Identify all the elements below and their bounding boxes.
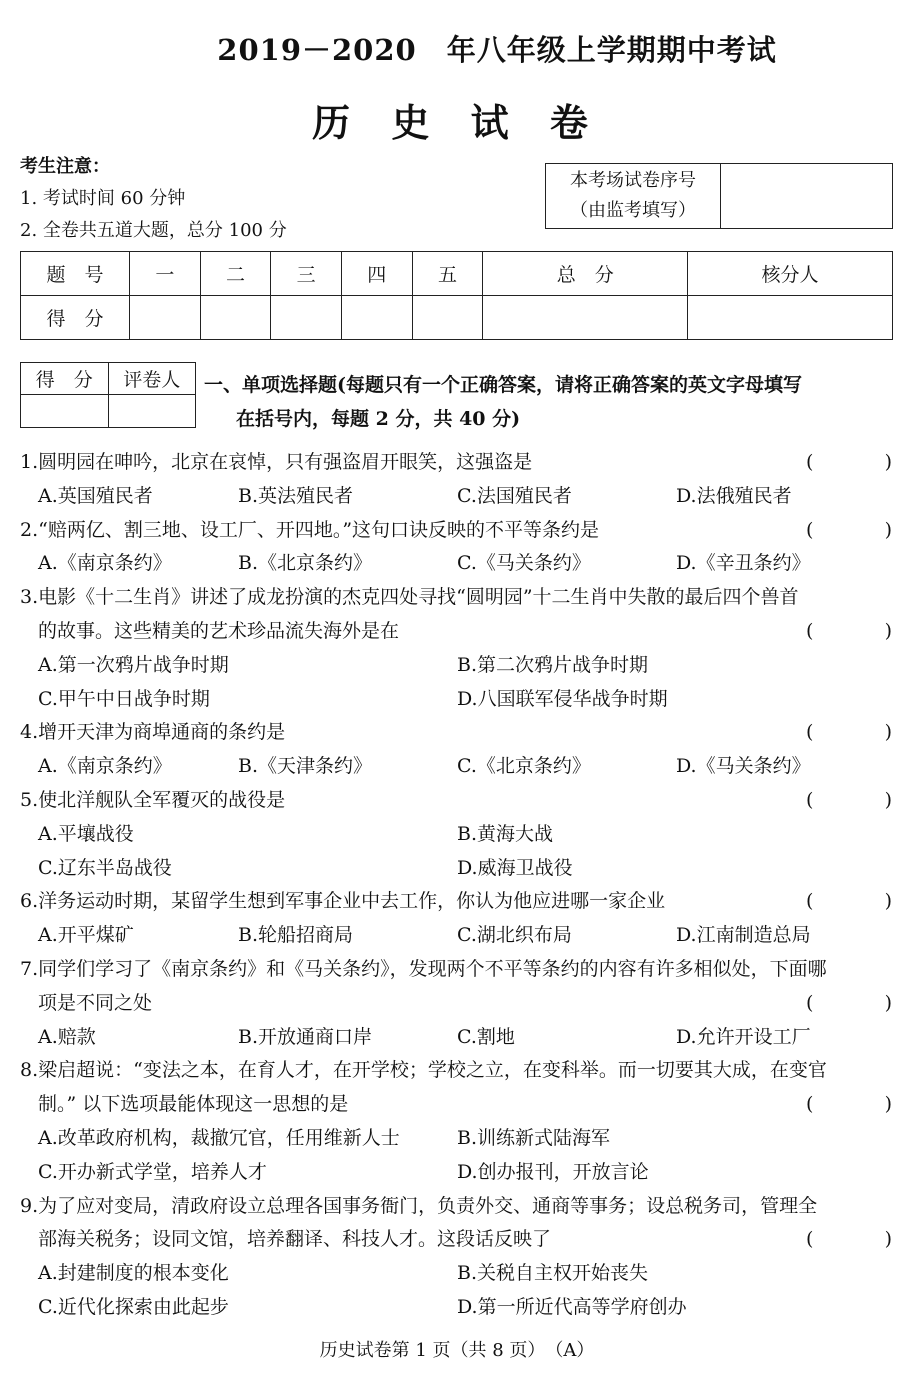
options-row [0,1257,914,1291]
score-cell[interactable] [341,296,412,340]
score-table-header: 三 [271,252,342,296]
option-c[interactable]: C.辽东半岛战役 [38,856,172,879]
notice-heading: 考生注意： [20,156,110,177]
score-table-header: 核分人 [688,252,893,296]
paren-close: ) [884,1093,892,1116]
option-c[interactable]: C.近代化探索由此起步 [38,1295,229,1318]
serial-input[interactable] [721,164,893,229]
score-row-label: 得 分 [21,296,130,340]
question [0,885,914,953]
section-heading-line: 一、单项选择题(每题只有一个正确答案，请将正确答案的英文字母填写 [204,374,802,396]
option-c[interactable]: C.《北京条约》 [457,755,591,778]
paren-close: ) [884,788,892,811]
question-stem: 4.增开天津为商埠通商的条约是 [20,721,286,744]
score-table-header: 一 [130,252,201,296]
option-d[interactable]: D.法俄殖民者 [676,484,792,507]
option-d[interactable]: D.八国联军侵华战争时期 [457,687,668,710]
option-d[interactable]: D.威海卫战役 [457,856,573,879]
question-line [0,581,914,615]
score-cell[interactable] [412,296,483,340]
option-b[interactable]: B.《天津条约》 [238,755,373,778]
question-line [0,1054,914,1088]
question-stem: 部海关税务；设同文馆，培养翻译、科技人才。这段话反映了 [38,1228,552,1251]
options-row [0,1291,914,1325]
paren-close: ) [884,451,892,473]
score-table-header: 四 [341,252,412,296]
serial-box [545,163,893,229]
score-cell[interactable] [483,296,688,340]
options-row [0,818,914,852]
answer-blank[interactable] [806,446,892,480]
answer-blank[interactable] [806,784,892,818]
score-table [20,251,893,340]
paren-open: ( [806,451,814,473]
serial-label: 本考场试卷序号 [570,170,696,191]
option-b[interactable]: B.轮船招商局 [238,924,354,947]
options-row [0,480,914,514]
question-stem: 9.为了应对变局，清政府设立总理各国事务衙门，负责外交、通商等事务；设总税务司，管理全 [20,1194,818,1217]
score-table-header: 题 号 [21,252,130,296]
option-b[interactable]: B.开放通商口岸 [238,1025,373,1048]
option-b[interactable]: B.英法殖民者 [238,484,354,507]
question-stem: 1.圆明园在呻吟，北京在哀悼，只有强盗眉开眼笑，这强盗是 [20,451,533,473]
option-a[interactable]: A.赔款 [38,1025,96,1048]
score-cell[interactable] [688,296,893,340]
grader-name-cell[interactable] [108,395,196,428]
answer-blank[interactable] [806,885,892,919]
paren-open: ( [806,1093,814,1116]
question-stem: 2.“赔两亿、割三地、设工厂、开四地。”这句口诀反映的不平等条约是 [20,518,600,541]
question-list [0,446,914,1325]
option-c[interactable]: C.法国殖民者 [457,484,572,507]
options-row [0,919,914,953]
question-line [0,615,914,649]
option-c[interactable]: C.甲午中日战争时期 [38,687,210,710]
option-d[interactable]: D.《辛丑条约》 [676,552,811,575]
option-a[interactable]: A.开平煤矿 [38,924,134,947]
option-b[interactable]: B.《北京条约》 [238,552,373,575]
question-line [0,716,914,750]
options-row [0,547,914,581]
question [0,581,914,716]
paren-close: ) [884,619,892,642]
question-line [0,514,914,548]
score-cell[interactable] [200,296,271,340]
answer-blank[interactable] [806,987,892,1021]
option-c[interactable]: C.开办新式学堂，培养人才 [38,1160,267,1183]
notice-item: 1. 考试时间 60 分钟 [20,188,186,209]
notice-item: 2. 全卷共五道大题，总分 100 分 [20,220,287,241]
answer-blank[interactable] [806,514,892,548]
question [0,1190,914,1325]
option-a[interactable]: A.《南京条约》 [38,755,172,778]
paren-open: ( [806,619,814,642]
exam-title: 2019－2020 年八年级上学期期中考试 [217,33,777,67]
grader-score-cell[interactable] [21,395,109,428]
subject-title: 历 史 试 卷 [312,100,602,145]
answer-blank[interactable] [806,615,892,649]
question-stem: 项是不同之处 [38,991,153,1014]
paren-close: ) [884,1228,892,1251]
question [0,784,914,885]
question-line [0,987,914,1021]
paren-close: ) [884,721,892,744]
answer-blank[interactable] [806,716,892,750]
paren-open: ( [806,518,814,541]
options-row [0,1021,914,1055]
question-line [0,1190,914,1224]
answer-blank[interactable] [806,1088,892,1122]
answer-blank[interactable] [806,1223,892,1257]
score-cell[interactable] [130,296,201,340]
question-line [0,446,914,480]
option-a[interactable]: A.改革政府机构，裁撤冗官，任用维新人士 [38,1126,400,1149]
serial-label-note: （由监考填写） [570,200,696,221]
option-d[interactable]: D.江南制造总局 [676,924,811,947]
option-c[interactable]: C.《马关条约》 [457,552,591,575]
score-cell[interactable] [271,296,342,340]
question [0,716,914,784]
question-stem: 3.电影《十二生肖》讲述了成龙扮演的杰克四处寻找“圆明园”十二生肖中失散的最后四个兽首 [20,586,799,609]
grader-label: 评卷人 [108,363,196,395]
section-heading [204,368,802,436]
option-a[interactable]: A.平壤战役 [38,822,134,845]
option-d[interactable]: D.第一所近代高等学府创办 [457,1295,687,1318]
question [0,953,914,1054]
option-d[interactable]: D.创办报刊，开放言论 [457,1160,649,1183]
question-stem: 制。” 以下选项最能体现这一思想的是 [38,1093,349,1116]
question-stem: 8.梁启超说：“变法之本，在育人才，在开学校；学校之立，在变科举。而一切要其大成，在变官 [20,1059,827,1082]
option-d[interactable]: D.《马关条约》 [676,755,811,778]
section-heading-line: 在括号内，每题 2 分，共 40 分) [236,408,521,430]
question [0,514,914,582]
paren-close: ) [884,991,892,1014]
option-c[interactable]: C.湖北织布局 [457,924,572,947]
score-table-header: 五 [412,252,483,296]
options-row [0,683,914,717]
options-row [0,852,914,886]
option-b[interactable]: B.关税自主权开始丧失 [457,1262,649,1285]
paren-close: ) [884,518,892,541]
question [0,1054,914,1189]
question-stem: 6.洋务运动时期，某留学生想到军事企业中去工作，你认为他应进哪一家企业 [20,890,666,913]
options-row [0,649,914,683]
paren-close: ) [884,890,892,913]
option-a[interactable]: A.第一次鸦片战争时期 [38,653,229,676]
options-row [0,1156,914,1190]
score-table-header: 总 分 [483,252,688,296]
question-line [0,1223,914,1257]
option-c[interactable]: C.割地 [457,1025,515,1048]
question-stem: 5.使北洋舰队全军覆灭的战役是 [20,788,286,811]
paren-open: ( [806,721,814,744]
paren-open: ( [806,890,814,913]
option-a[interactable]: A.英国殖民者 [38,484,153,507]
question [0,446,914,514]
option-a[interactable]: A.封建制度的根本变化 [38,1262,229,1285]
score-table-header: 二 [200,252,271,296]
option-b[interactable]: B.训练新式陆海军 [457,1126,611,1149]
question-line [0,784,914,818]
option-b[interactable]: B.第二次鸦片战争时期 [457,653,649,676]
option-d[interactable]: D.允许开设工厂 [676,1025,811,1048]
question-line [0,953,914,987]
page-footer: 历史试卷第 1 页（共 8 页） （A） [319,1340,595,1361]
paren-open: ( [806,1228,814,1251]
question-line [0,885,914,919]
options-row [0,1122,914,1156]
question-stem: 的故事。这些精美的艺术珍品流失海外是在 [38,619,400,642]
question-stem: 7.同学们学习了《南京条约》和《马关条约》，发现两个不平等条约的内容有许多相似处，下面哪 [20,957,827,980]
option-a[interactable]: A.《南京条约》 [38,552,172,575]
options-row [0,750,914,784]
grader-score-label: 得 分 [21,363,109,395]
paren-open: ( [806,788,814,811]
option-b[interactable]: B.黄海大战 [457,822,554,845]
grader-box [20,362,196,428]
paren-open: ( [806,991,814,1014]
question-line [0,1088,914,1122]
